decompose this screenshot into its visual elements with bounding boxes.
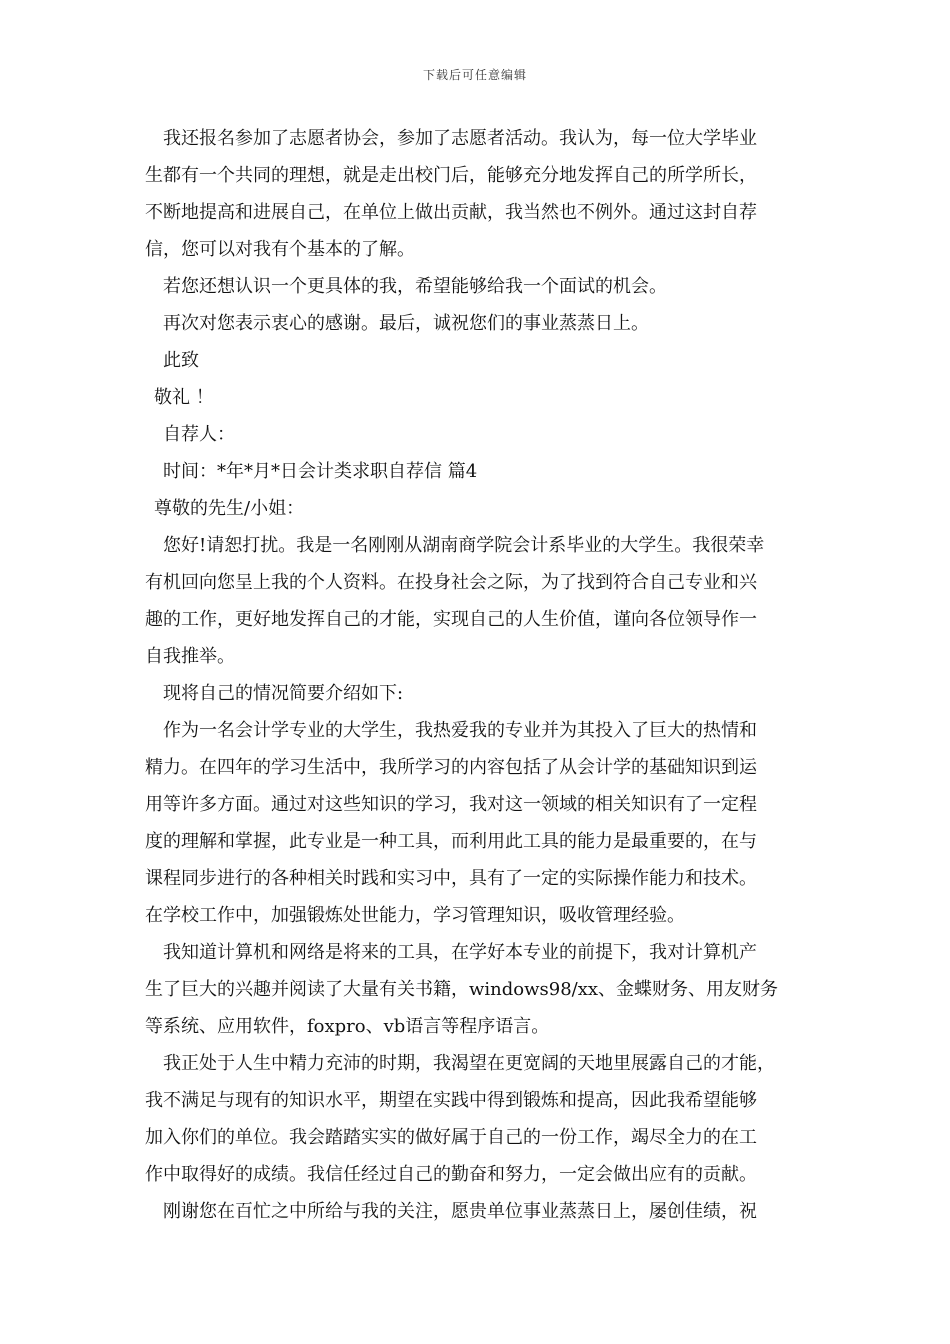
text-line: 您好!请恕打扰。我是一名刚刚从湖南商学院会计系毕业的大学生。我很荣幸 xyxy=(163,535,765,556)
text-line: 有机回向您呈上我的个人资料。在投身社会之际，为了找到符合自己专业和兴 xyxy=(145,572,757,593)
text-line: 我不满足与现有的知识水平，期望在实践中得到锻炼和提高，因此我希望能够 xyxy=(145,1090,757,1111)
text-line: 课程同步进行的各种相关时践和实习中，具有了一定的实际操作能力和技术。 xyxy=(145,868,757,889)
text-line: 在学校工作中，加强锻炼处世能力，学习管理知识，吸收管理经验。 xyxy=(145,905,685,926)
text-line: 我知道计算机和网络是将来的工具，在学好本专业的前提下，我对计算机产 xyxy=(163,942,757,963)
text-line: 精力。在四年的学习生活中，我所学习的内容包括了从会计学的基础知识到运 xyxy=(145,757,757,778)
text-line: 加入你们的单位。我会踏踏实实的做好属于自己的一份工作，竭尽全力的在工 xyxy=(145,1127,757,1148)
text-line: 我还报名参加了志愿者协会，参加了志愿者活动。我认为，每一位大学毕业 xyxy=(163,128,757,149)
text-line: 若您还想认识一个更具体的我，希望能够给我一个面试的机会。 xyxy=(163,276,667,297)
text-line: 信，您可以对我有个基本的了解。 xyxy=(145,239,415,260)
text-line: 自荐人： xyxy=(163,424,235,445)
text-line: 尊敬的先生/小姐： xyxy=(154,498,305,519)
text-line: 生都有一个共同的理想，就是走出校门后，能够充分地发挥自己的所学所长， xyxy=(145,165,757,186)
text-line: 刚谢您在百忙之中所给与我的关注，愿贵单位事业蒸蒸日上，屡创佳绩，祝 xyxy=(163,1201,757,1222)
text-line: 自我推举。 xyxy=(145,646,235,667)
text-line: 作中取得好的成绩。我信任经过自己的勤奋和努力，一定会做出应有的贡献。 xyxy=(145,1164,757,1185)
text-line: 时间：*年*月*日会计类求职自荐信 篇4 xyxy=(163,461,478,482)
text-line: 趣的工作，更好地发挥自己的才能，实现自己的人生价值，谨向各位领导作一 xyxy=(145,609,757,630)
text-line: 再次对您表示衷心的感谢。最后，诚祝您们的事业蒸蒸日上。 xyxy=(163,313,649,334)
text-line: 生了巨大的兴趣并阅读了大量有关书籍，windows98/xx、金蝶财务、用友财务 xyxy=(145,979,779,1000)
page-header: 下载后可任意编辑 xyxy=(422,68,527,82)
text-line: 不断地提高和进展自己，在单位上做出贡献，我当然也不例外。通过这封自荐 xyxy=(145,202,757,223)
text-line: 度的理解和掌握，此专业是一种工具，而利用此工具的能力是最重要的，在与 xyxy=(145,831,757,852)
letter-body xyxy=(145,120,817,1230)
text-line: 用等许多方面。通过对这些知识的学习，我对这一领域的相关知识有了一定程 xyxy=(145,794,757,815)
text-line: 敬礼 ！ xyxy=(154,387,214,408)
text-line: 此致 xyxy=(163,350,199,371)
text-line: 我正处于人生中精力充沛的时期，我渴望在更宽阔的天地里展露自己的才能， xyxy=(163,1053,775,1074)
text-line: 等系统、应用软件，foxpro、vb语言等程序语言。 xyxy=(145,1016,550,1037)
text-line: 现将自己的情况简要介绍如下: xyxy=(163,683,404,704)
text-line: 作为一名会计学专业的大学生，我热爱我的专业并为其投入了巨大的热情和 xyxy=(163,720,757,741)
